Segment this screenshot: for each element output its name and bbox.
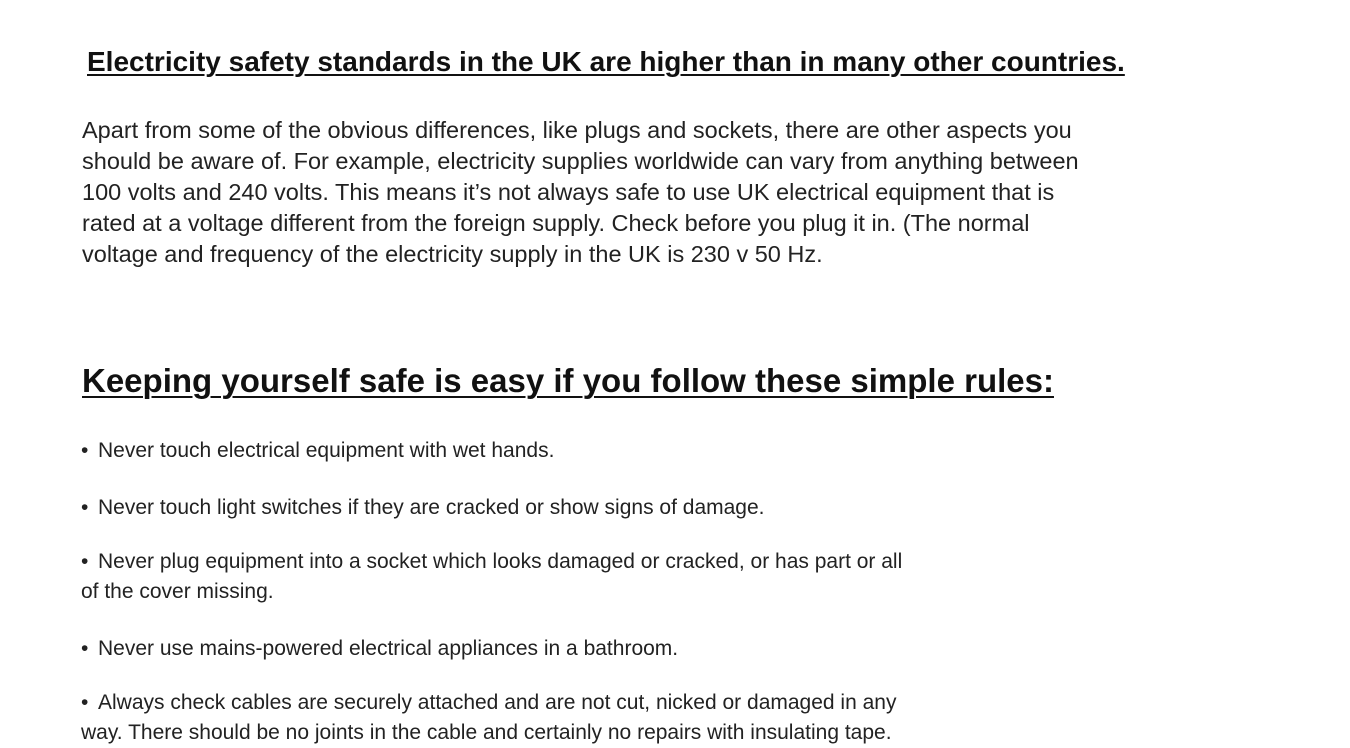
- rule-line: [81, 436, 554, 466]
- rule-line: [81, 634, 678, 664]
- section-heading-standards: Electricity safety standards in the UK are higher than in many other countries.: [87, 46, 1125, 77]
- rule-line: [81, 547, 902, 577]
- intro-line: voltage and frequency of the electricity supply in the UK is 230 v 50 Hz.: [82, 241, 823, 267]
- intro-paragraph: [82, 115, 1272, 270]
- list-item: [81, 547, 902, 607]
- bullet-icon: •: [81, 550, 89, 573]
- intro-line: should be aware of. For example, electricity supplies worldwide can vary from anything between: [82, 148, 1079, 174]
- rule-text: Never use mains-powered electrical appliances in a bathroom.: [98, 637, 679, 660]
- list-item: [81, 634, 678, 664]
- bullet-icon: •: [81, 439, 89, 462]
- list-item: [81, 436, 554, 466]
- intro-line: rated at a voltage different from the foreign supply. Check before you plug it in. (The normal: [82, 210, 1030, 236]
- rule-text: Never touch light switches if they are cracked or show signs of damage.: [98, 496, 765, 519]
- bullet-icon: •: [81, 637, 89, 660]
- rule-text: Never plug equipment into a socket which looks damaged or cracked, or has part or all: [98, 550, 903, 573]
- rule-continuation: of the cover missing.: [81, 580, 274, 603]
- rule-line: [81, 493, 764, 523]
- list-item: [81, 688, 896, 748]
- section-heading-rules: Keeping yourself safe is easy if you follow these simple rules:: [82, 362, 1054, 399]
- rule-continuation: way. There should be no joints in the cable and certainly no repairs with insulating tape.: [81, 721, 892, 744]
- bullet-icon: •: [81, 691, 89, 714]
- list-item: [81, 493, 764, 523]
- intro-line: Apart from some of the obvious differences, like plugs and sockets, there are other aspects you: [82, 117, 1072, 143]
- intro-line: 100 volts and 240 volts. This means it’s not always safe to use UK electrical equipment that is: [82, 179, 1055, 205]
- bullet-icon: •: [81, 496, 89, 519]
- rule-text: Always check cables are securely attached and are not cut, nicked or damaged in any: [98, 691, 897, 714]
- rule-text: Never touch electrical equipment with wet hands.: [98, 439, 555, 462]
- rule-line: [81, 688, 896, 718]
